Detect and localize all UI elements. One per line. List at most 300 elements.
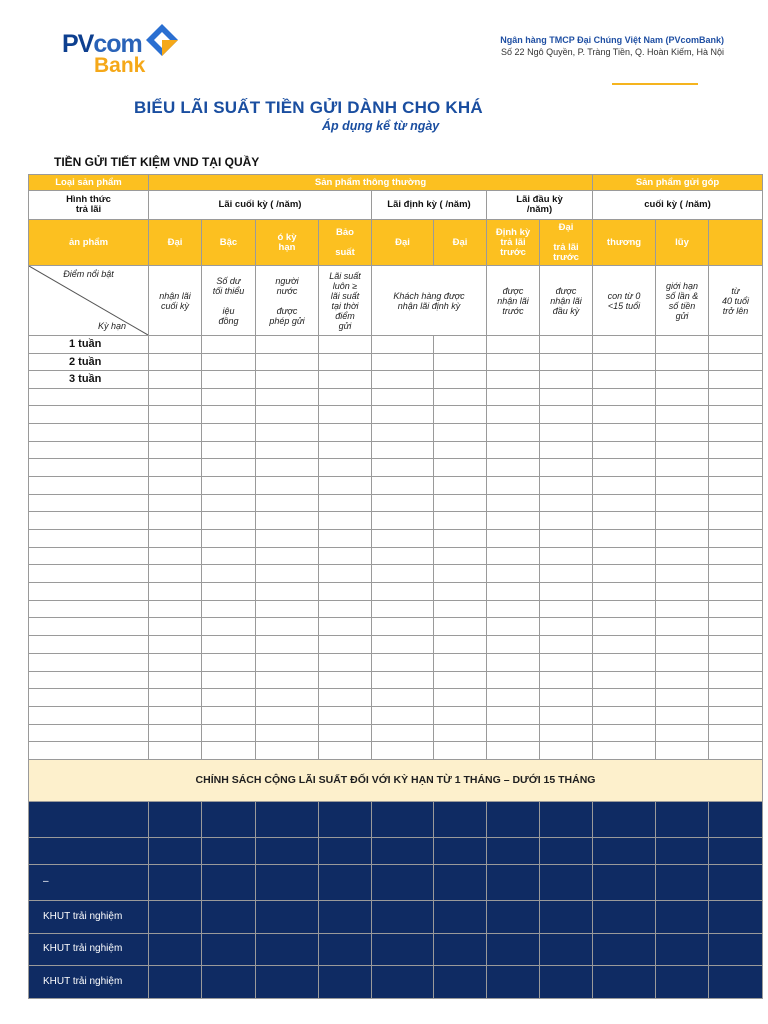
- bonus-cell: [593, 864, 656, 900]
- rate-cell: [487, 689, 540, 707]
- rate-cell: [256, 423, 319, 441]
- table-row: [29, 636, 763, 654]
- rate-cell: [593, 459, 656, 477]
- rate-cell: [149, 653, 202, 671]
- table-row: [29, 336, 763, 354]
- rate-cell: [319, 547, 372, 565]
- rate-cell: [434, 636, 487, 654]
- rate-cell: [709, 353, 763, 371]
- rate-cell: [434, 547, 487, 565]
- bonus-row: [29, 900, 763, 933]
- rate-cell: [656, 423, 709, 441]
- rate-cell: [540, 671, 593, 689]
- bonus-cell: [202, 965, 256, 998]
- bonus-cell: [202, 864, 256, 900]
- term-cell: 2 tuần: [29, 353, 149, 371]
- term-cell: [29, 512, 149, 530]
- bonus-cell: [656, 864, 709, 900]
- bonus-cell: [434, 837, 487, 864]
- rate-cell: [149, 724, 202, 742]
- bonus-cell: [487, 837, 540, 864]
- rate-cell: [202, 423, 256, 441]
- rate-cell: [202, 689, 256, 707]
- rate-cell: [434, 459, 487, 477]
- rate-cell: [709, 653, 763, 671]
- bonus-cell: [656, 933, 709, 965]
- table-row: [29, 459, 763, 477]
- bonus-label: –: [29, 864, 149, 900]
- bonus-cell: [487, 900, 540, 933]
- rate-cell: [434, 600, 487, 618]
- bonus-cell: [372, 933, 434, 965]
- rate-cell: [319, 565, 372, 583]
- product-name-cell: Đại: [372, 220, 434, 266]
- rate-cell: [149, 671, 202, 689]
- rate-cell: [593, 547, 656, 565]
- rate-cell: [593, 423, 656, 441]
- header-row-product-names: [29, 220, 763, 266]
- rate-cell: [202, 476, 256, 494]
- rate-cell: [319, 423, 372, 441]
- product-name-cell: [709, 220, 763, 266]
- rate-cell: [540, 583, 593, 601]
- table-row: [29, 653, 763, 671]
- rate-cell: [434, 353, 487, 371]
- rate-cell: [656, 476, 709, 494]
- bonus-cell: [202, 900, 256, 933]
- bonus-cell: [372, 801, 434, 837]
- table-row: [29, 583, 763, 601]
- rate-cell: [434, 724, 487, 742]
- rate-cell: [487, 441, 540, 459]
- table-row: [29, 423, 763, 441]
- product-name-cell: thương: [593, 220, 656, 266]
- rate-cell: [256, 618, 319, 636]
- rate-cell: [487, 706, 540, 724]
- rate-cell: [372, 459, 434, 477]
- rate-cell: [149, 689, 202, 707]
- rate-cell: [487, 353, 540, 371]
- rate-cell: [709, 423, 763, 441]
- highlight-cell: người nước được phép gửi: [256, 266, 319, 336]
- rate-cell: [372, 388, 434, 406]
- highlight-cell: Số dư tối thiểu iệu đồng: [202, 266, 256, 336]
- page-subtitle: Áp dụng kể từ ngày: [322, 119, 440, 133]
- rate-cell: [202, 353, 256, 371]
- product-name-cell: Định kỳ trả lãi trước: [487, 220, 540, 266]
- rate-cell: [656, 353, 709, 371]
- rate-cell: [256, 371, 319, 389]
- rate-cell: [540, 530, 593, 548]
- bonus-cell: [540, 837, 593, 864]
- rate-cell: [709, 742, 763, 760]
- rate-cell: [434, 565, 487, 583]
- rate-cell: [656, 406, 709, 424]
- rate-cell: [256, 706, 319, 724]
- bonus-label: [29, 837, 149, 864]
- product-name-cell: Đại: [149, 220, 202, 266]
- rate-cell: [709, 706, 763, 724]
- bank-info: [500, 34, 724, 58]
- bonus-cell: [256, 965, 319, 998]
- rate-cell: [656, 459, 709, 477]
- table-row: [29, 512, 763, 530]
- rate-cell: [256, 406, 319, 424]
- rate-cell: [656, 653, 709, 671]
- rate-cell: [149, 600, 202, 618]
- bonus-cell: [319, 801, 372, 837]
- highlight-cell: con từ 0 <15 tuổi: [593, 266, 656, 336]
- rate-cell: [487, 742, 540, 760]
- bonus-cell: [656, 965, 709, 998]
- rate-cell: [593, 406, 656, 424]
- bonus-label: KHUT trải nghiệm: [29, 933, 149, 965]
- rate-cell: [656, 742, 709, 760]
- header-row-payment-type: [29, 191, 763, 220]
- rate-cell: [593, 371, 656, 389]
- bonus-cell: [540, 864, 593, 900]
- rate-cell: [487, 618, 540, 636]
- page-title: BIỂU LÃI SUẤT TIỀN GỬI DÀNH CHO KHÁ: [134, 98, 483, 117]
- term-cell: [29, 530, 149, 548]
- term-cell: [29, 459, 149, 477]
- rate-cell: [319, 388, 372, 406]
- rate-cell: [149, 406, 202, 424]
- rate-cell: [540, 353, 593, 371]
- rate-cell: [656, 336, 709, 354]
- bonus-cell: [256, 933, 319, 965]
- bonus-cell: [372, 864, 434, 900]
- bonus-cell: [434, 801, 487, 837]
- term-cell: [29, 653, 149, 671]
- rate-cell: [256, 724, 319, 742]
- rate-cell: [149, 388, 202, 406]
- rate-cell: [149, 530, 202, 548]
- bonus-row: [29, 837, 763, 864]
- rate-cell: [709, 530, 763, 548]
- term-cell: [29, 689, 149, 707]
- rate-cell: [709, 565, 763, 583]
- header-row-highlights: [29, 266, 763, 336]
- bonus-cell: [202, 933, 256, 965]
- rate-cell: [656, 494, 709, 512]
- rate-cell: [202, 459, 256, 477]
- rate-cell: [593, 600, 656, 618]
- bonus-cell: [656, 801, 709, 837]
- rate-cell: [709, 689, 763, 707]
- bonus-cell: [656, 900, 709, 933]
- rate-cell: [540, 336, 593, 354]
- table-row: [29, 371, 763, 389]
- rate-cell: [593, 336, 656, 354]
- bonus-row: [29, 933, 763, 965]
- table-row: [29, 742, 763, 760]
- rate-cell: [487, 530, 540, 548]
- rate-cell: [487, 494, 540, 512]
- rate-cell: [372, 406, 434, 424]
- rate-cell: [149, 371, 202, 389]
- cell-product-type: Loại sản phẩm: [29, 175, 149, 191]
- rate-cell: [202, 512, 256, 530]
- term-cell: [29, 636, 149, 654]
- product-name-cell: Đại: [434, 220, 487, 266]
- term-cell: [29, 423, 149, 441]
- rate-cell: [487, 653, 540, 671]
- rate-cell: [202, 388, 256, 406]
- rate-cell: [202, 494, 256, 512]
- term-cell: [29, 565, 149, 583]
- rate-cell: [487, 547, 540, 565]
- rate-cell: [540, 653, 593, 671]
- bonus-cell: [256, 801, 319, 837]
- rate-cell: [656, 636, 709, 654]
- rate-cell: [202, 618, 256, 636]
- rate-cell: [656, 724, 709, 742]
- rate-cell: [540, 565, 593, 583]
- rate-cell: [149, 353, 202, 371]
- table-row: [29, 600, 763, 618]
- rate-cell: [656, 600, 709, 618]
- cell-end-of-term-interest: Lãi cuối kỳ ( /năm): [149, 191, 372, 220]
- bonus-cell: [593, 837, 656, 864]
- rate-cell: [202, 706, 256, 724]
- header-row-product-type: [29, 175, 763, 191]
- logo-text: PVcom: [62, 30, 142, 58]
- rate-cell: [593, 388, 656, 406]
- logo-bank-text: Bank: [94, 54, 146, 77]
- rate-cell: [540, 706, 593, 724]
- rate-cell: [149, 512, 202, 530]
- bonus-cell: [709, 933, 763, 965]
- rate-cell: [709, 671, 763, 689]
- rate-cell: [149, 423, 202, 441]
- rate-cell: [372, 600, 434, 618]
- rate-cell: [434, 336, 487, 354]
- rate-cell: [540, 388, 593, 406]
- rate-cell: [202, 565, 256, 583]
- rate-cell: [149, 742, 202, 760]
- product-name-cell: Bảo suất: [319, 220, 372, 266]
- highlight-cell: giới hạn số lần & số tiền gửi: [656, 266, 709, 336]
- rate-cell: [319, 689, 372, 707]
- rate-cell: [656, 512, 709, 530]
- bonus-cell: [149, 933, 202, 965]
- rate-cell: [202, 336, 256, 354]
- term-cell: [29, 724, 149, 742]
- rate-cell: [319, 371, 372, 389]
- bonus-cell: [149, 864, 202, 900]
- bonus-cell: [487, 933, 540, 965]
- rate-cell: [540, 689, 593, 707]
- rate-cell: [372, 547, 434, 565]
- rate-cell: [149, 636, 202, 654]
- highlight-cell: được nhận lãi trước: [487, 266, 540, 336]
- bonus-cell: [709, 801, 763, 837]
- rate-cell: [149, 547, 202, 565]
- rate-cell: [202, 653, 256, 671]
- rate-cell: [709, 618, 763, 636]
- bonus-cell: [709, 864, 763, 900]
- bonus-cell: [372, 965, 434, 998]
- product-name-cell: ản phẩm: [29, 220, 149, 266]
- rate-cell: [540, 406, 593, 424]
- rate-cell: [434, 742, 487, 760]
- rate-cell: [202, 406, 256, 424]
- rate-cell: [372, 706, 434, 724]
- bonus-cell: [319, 837, 372, 864]
- rate-cell: [709, 459, 763, 477]
- rate-cell: [487, 336, 540, 354]
- term-cell: [29, 388, 149, 406]
- rate-cell: [319, 530, 372, 548]
- cell-upfront-interest: Lãi đầu kỳ /năm): [487, 191, 593, 220]
- cell-accumulation-products: Sản phẩm gửi góp: [593, 175, 763, 191]
- rate-cell: [434, 494, 487, 512]
- cell-diagonal-header: [29, 266, 149, 336]
- bonus-label: [29, 801, 149, 837]
- bonus-cell: [540, 965, 593, 998]
- rate-cell: [487, 600, 540, 618]
- rate-cell: [487, 371, 540, 389]
- rate-cell: [149, 565, 202, 583]
- rate-cell: [372, 636, 434, 654]
- rate-cell: [372, 618, 434, 636]
- rate-cell: [434, 423, 487, 441]
- rate-cell: [319, 583, 372, 601]
- rate-cell: [256, 353, 319, 371]
- term-cell: [29, 600, 149, 618]
- term-cell: [29, 494, 149, 512]
- table-row: [29, 353, 763, 371]
- bonus-cell: [487, 801, 540, 837]
- rate-cell: [593, 583, 656, 601]
- rate-cell: [434, 371, 487, 389]
- product-name-cell: Bậc: [202, 220, 256, 266]
- rate-cell: [487, 459, 540, 477]
- rate-cell: [656, 388, 709, 406]
- rate-cell: [487, 476, 540, 494]
- rate-cell: [656, 530, 709, 548]
- bonus-cell: [593, 933, 656, 965]
- bonus-cell: [540, 900, 593, 933]
- rate-cell: [540, 600, 593, 618]
- table-row: [29, 618, 763, 636]
- rate-cell: [434, 653, 487, 671]
- rate-cell: [319, 336, 372, 354]
- rate-cell: [709, 441, 763, 459]
- rate-cell: [656, 371, 709, 389]
- rate-cell: [593, 724, 656, 742]
- rate-cell: [487, 388, 540, 406]
- rate-cell: [593, 653, 656, 671]
- table-row: [29, 441, 763, 459]
- term-cell: [29, 441, 149, 459]
- table-row: [29, 565, 763, 583]
- rate-cell: [593, 441, 656, 459]
- rate-cell: [434, 388, 487, 406]
- rate-cell: [372, 671, 434, 689]
- rate-cell: [487, 565, 540, 583]
- rate-cell: [202, 636, 256, 654]
- bonus-cell: [434, 933, 487, 965]
- bonus-cell: [434, 900, 487, 933]
- rate-cell: [149, 476, 202, 494]
- rate-cell: [202, 671, 256, 689]
- highlight-cell: được nhận lãi đầu kỳ: [540, 266, 593, 336]
- rate-cell: [434, 441, 487, 459]
- interest-rate-table: [28, 174, 763, 999]
- term-cell: [29, 671, 149, 689]
- rate-cell: [593, 530, 656, 548]
- highlight-cell: Khách hàng được nhận lãi định kỳ: [372, 266, 487, 336]
- rate-cell: [593, 618, 656, 636]
- term-label: Kỳ hạn: [97, 320, 126, 331]
- table-row: [29, 724, 763, 742]
- bank-name: Ngân hàng TMCP Đại Chúng Việt Nam (PVcomBank): [500, 35, 724, 45]
- rate-cell: [202, 600, 256, 618]
- bonus-cell: [487, 864, 540, 900]
- highlight-cell: từ 40 tuổi trở lên: [709, 266, 763, 336]
- term-cell: 3 tuần: [29, 371, 149, 389]
- rate-cell: [319, 742, 372, 760]
- table-row: [29, 406, 763, 424]
- bonus-cell: [593, 801, 656, 837]
- rate-cell: [372, 371, 434, 389]
- rate-cell: [540, 618, 593, 636]
- rate-cell: [656, 441, 709, 459]
- bonus-cell: [149, 801, 202, 837]
- rate-cell: [372, 441, 434, 459]
- rate-cell: [372, 476, 434, 494]
- bonus-cell: [202, 801, 256, 837]
- term-cell: 1 tuần: [29, 336, 149, 354]
- bonus-cell: [372, 900, 434, 933]
- rate-cell: [540, 459, 593, 477]
- rate-cell: [319, 494, 372, 512]
- rate-cell: [256, 547, 319, 565]
- rate-cell: [434, 512, 487, 530]
- table-row: [29, 547, 763, 565]
- rate-cell: [656, 547, 709, 565]
- cell-payment-type: Hình thức trả lãi: [29, 191, 149, 220]
- rate-cell: [593, 689, 656, 707]
- bank-address: Số 22 Ngô Quyền, P. Tràng Tiền, Q. Hoàn Kiếm, Hà Nội: [501, 47, 724, 57]
- rate-cell: [593, 353, 656, 371]
- policy-heading: CHÍNH SÁCH CỘNG LÃI SUẤT ĐỐI VỚI KỲ HẠN TỪ 1 THÁNG – DƯỚI 15 THÁNG: [29, 759, 763, 801]
- bonus-cell: [434, 864, 487, 900]
- rate-cell: [540, 742, 593, 760]
- rate-cell: [372, 423, 434, 441]
- rate-cell: [540, 494, 593, 512]
- rate-cell: [256, 742, 319, 760]
- rate-cell: [709, 476, 763, 494]
- table-row: [29, 530, 763, 548]
- rate-cell: [256, 476, 319, 494]
- term-cell: [29, 583, 149, 601]
- bonus-cell: [319, 933, 372, 965]
- rate-cell: [540, 547, 593, 565]
- rate-cell: [593, 565, 656, 583]
- rate-cell: [434, 671, 487, 689]
- rate-cell: [202, 371, 256, 389]
- rate-cell: [319, 618, 372, 636]
- rate-cell: [319, 706, 372, 724]
- rate-cell: [256, 565, 319, 583]
- bonus-cell: [487, 965, 540, 998]
- product-name-cell: ó kỳ hạn: [256, 220, 319, 266]
- term-cell: [29, 406, 149, 424]
- rate-cell: [149, 583, 202, 601]
